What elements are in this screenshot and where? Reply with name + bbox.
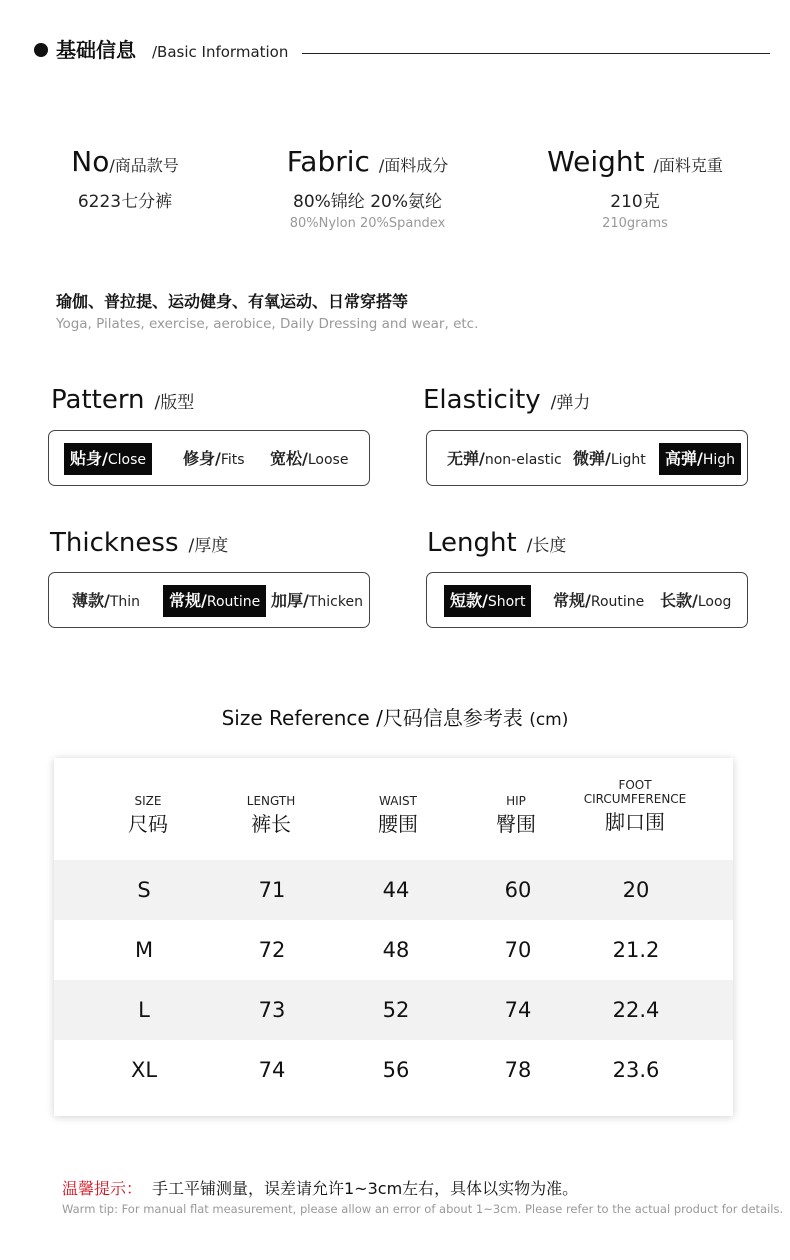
info-value-en: 210grams — [602, 216, 668, 231]
header-hip: HIP 臀围 — [496, 794, 536, 836]
option-thin: 薄款/Thin — [72, 591, 141, 610]
option-high: 高弹/High — [659, 443, 741, 475]
header-foot-circumference: FOOT CIRCUMFERENCE 脚口围 — [583, 778, 687, 834]
warm-tip-label: 温馨提示： — [62, 1179, 143, 1198]
table-row: S 71 44 60 20 — [54, 860, 733, 920]
header-size: SIZE 尺码 — [128, 794, 168, 836]
info-label-cn: /面料克重 — [653, 156, 723, 175]
attr-box-elasticity — [426, 430, 748, 486]
attr-box-thickness — [48, 572, 370, 628]
header-length: LENGTH 裤长 — [246, 794, 296, 836]
table-row: XL 74 56 78 23.6 — [130, 1058, 660, 1082]
info-label-cn: /面料成分 — [378, 156, 449, 175]
warm-tip-text-en: Warm tip: For manual flat measurement, please allow an error of about 1~3cm. Please refer to the actual product for details. — [62, 1202, 784, 1216]
table-row: M 72 48 70 21.2 — [134, 938, 660, 962]
attr-title-elasticity: Elasticity /弹力 — [423, 385, 591, 415]
option-close: 贴身/Close — [64, 443, 152, 475]
section-title-en: /Basic Information — [152, 43, 289, 61]
option-fits: 修身/Fits — [183, 449, 245, 468]
option-loose: 宽松/Loose — [270, 449, 349, 468]
table-row: L 73 52 74 22.4 — [54, 980, 733, 1040]
size-table — [54, 758, 733, 1116]
option-long: 长款/Loog — [660, 591, 732, 610]
info-fabric — [270, 145, 465, 233]
option-short: 短款/Short — [444, 585, 531, 617]
attr-title-thickness: Thickness /厚度 — [50, 528, 229, 558]
attr-box-length — [426, 572, 748, 628]
section-title-cn: 基础信息 — [56, 38, 136, 62]
option-thicken: 加厚/Thicken — [271, 591, 363, 610]
option-non-elastic: 无弹/non-elastic — [447, 449, 562, 468]
warm-tip-text: 手工平铺测量，误差请允许1~3cm左右，具体以实物为准。 — [152, 1179, 579, 1198]
info-weight — [535, 145, 735, 233]
info-no — [55, 145, 195, 213]
option-routine: 常规/Routine — [553, 591, 645, 610]
info-value-en: 80%Nylon 20%Spandex — [289, 216, 446, 231]
option-routine: 常规/Routine — [163, 585, 266, 617]
size-reference-title: Size Reference /尺码信息参考表 (cm) — [221, 706, 569, 730]
option-light: 微弹/Light — [573, 449, 646, 468]
info-label: Fabric — [286, 145, 370, 178]
attr-box-pattern — [48, 430, 370, 486]
bullet-dot-icon — [34, 43, 48, 57]
usage-text-en: Yoga, Pilates, exercise, aerobice, Daily Dressing and wear, etc. — [56, 316, 479, 332]
attr-title-length: Lenght /长度 — [427, 528, 567, 558]
info-label-cn: /商品款号 — [109, 156, 179, 175]
info-value: 6223七分裤 — [77, 192, 173, 212]
usage-text-cn: 瑜伽、普拉提、运动健身、有氧运动、日常穿搭等 — [56, 292, 409, 311]
attr-title-pattern: Pattern /版型 — [51, 385, 195, 415]
info-value: 80%锦纶 20%氨纶 — [293, 192, 442, 212]
header-divider — [302, 53, 770, 54]
info-label: No — [71, 145, 110, 178]
info-value: 210克 — [610, 192, 660, 212]
header-waist: WAIST 腰围 — [378, 794, 418, 836]
info-label: Weight — [547, 145, 645, 178]
